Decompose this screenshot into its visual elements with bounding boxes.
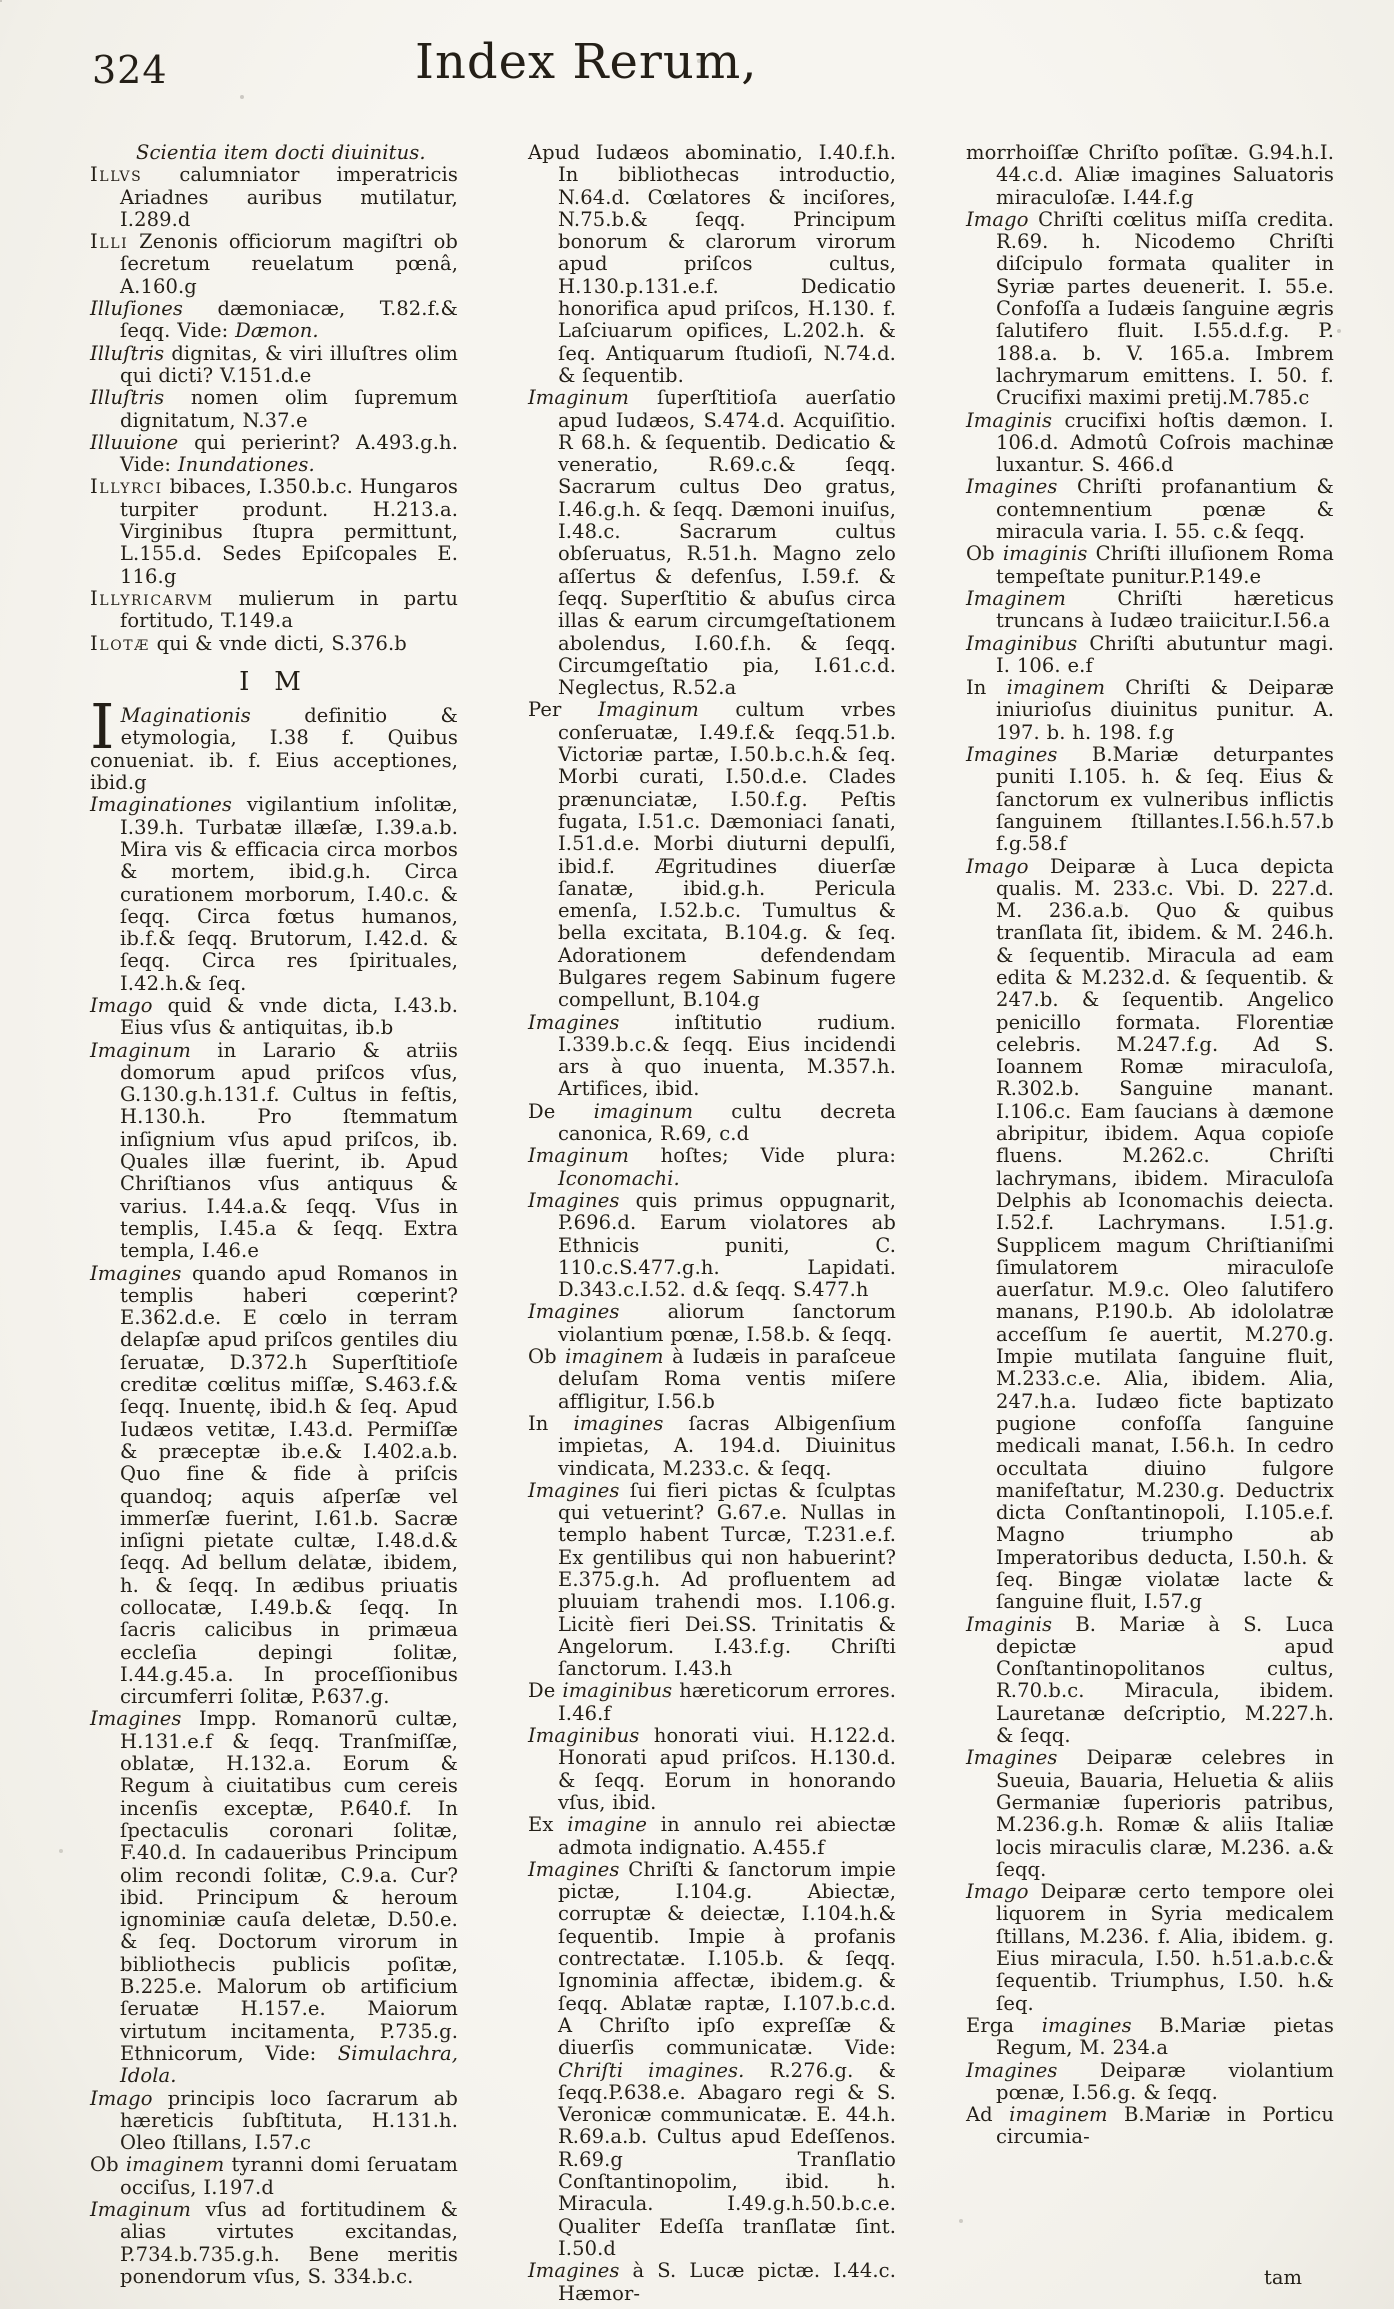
index-entry: Imaginum vſus ad fortitudinem & alias virtutes excitandas, P.734.b.735.g.h. Bene meritis ponendorum vſus, S. 334.b.c. xyxy=(90,2198,458,2288)
index-entry: Imago Deiparæ à Luca depicta qualis. M. 233.c. Vbi. D. 227.d. M. 236.a.b. Quo & quibus tranſlata ſit, ibidem. & M. 246.h. & ſequentib. Miracula ad eam edita & M.232.d. & ſequentib. & 247.b. & ſequentib. Angelico penicillo formata. Florentiæ celebris. M.247.f.g. Ad S. Ioannem Romæ miraculoſa, R.302.b. Sanguine manant. I.106.c. Eam ſaucians à dæmone abripitur, ibidem. Aqua copioſe fluens. M.262.c. Chriſti lachrymans, ibidem. Miraculoſa Delphis ab Iconomachis deiecta. I.52.f. Lachrymans. I.51.g. Supplicem magum Chriſtianiſmi ſimulatorem miraculoſe auerſatur. M.9.c. Oleo ſalutifero manans, P.190.b. Ab idololatræ acceſſum ſe auertit, M.270.g. Impie mutilata ſanguine fluit, M.233.c.e. Alia, ibidem. Alia, 247.h.a. Iudæo ficte baptizato pugione confoſſa ſanguine medicali manat, I.56.h. In cedro occultata diuino fulgore manifeſtatur, M.230.g. Deductrix dicta Conſtantinopoli, I.105.e.f. Magno triumpho ab Imperatoribus deducta, I.50.h. & ſeq. Bingæ violatæ lacte & ſanguine fluit, I.57.g xyxy=(966,854,1334,1614)
index-entry: Erga imagines B.Mariæ pietas Regum, M. 234.a xyxy=(966,2013,1334,2060)
index-entry: I Maginationis definitio & etymologia, I.38 f. Quibus conueniat. ib. f. Eius acceptiones, ibid.g xyxy=(90,690,458,795)
index-entry: Imaginibus honorati viui. H.122.d. Honorati apud priſcos. H.130.d. & ſeqq. Eorum in honorando vſus, ibid. xyxy=(528,1724,896,1814)
page-number: 324 xyxy=(92,48,168,92)
running-head: Index Rerum, xyxy=(415,34,758,90)
section-heading: I M xyxy=(239,666,309,697)
index-entry: Apud Iudæos abominatio, I.40.f.h. In bibliothecas introductio, N.64.d. Cœlatores & inciſores, N.75.b.& ſeqq. Principum bonorum & clarorum virorum apud priſcos cultus, H.130.p.131.e.f. Dedicatio honorifica apud priſcos, H.130. f. Laſciuarum opifices, L.202.h. & ſeq. Antiquarum ſtudioſi, N.74.d. & ſequentib. xyxy=(528,141,896,387)
index-entry: Imago Chriſti cœlitus miſſa credita. R.69. h. Nicodemo Chriſti diſcipulo formata qualiter in Syriæ partes deuenerit. I. 55.e. Confoſſa a Iudæis ſanguine ægris ſalutifero fluit. I.55.d.f.g. P. 188.a. b. V. 165.a. Imbrem lachrymarum emittens. I. 50. f. Crucifixi maximi pretij.M.785.c xyxy=(966,207,1334,410)
index-entry: Imago quid & vnde dicta, I.43.b. Eius vſus & antiquitas, ib.b xyxy=(90,993,458,1040)
index-entry: Imaginationes vigilantium inſolitæ, I.39.h. Turbatæ illæſæ, I.39.a.b. Mira vis & efficacia circa morbos & mortem, ibid.g.h. Circa curationem morborum, I.40.c. & ſeqq. Circa fœtus humanos, ib.f.& ſeqq. Brutorum, I.42.d. & ſeqq. Circa res ſpirituales, I.42.h.& ſeq. xyxy=(90,793,458,995)
index-entry: Imagines inſtitutio rudium. I.339.b.c.& ſeqq. Eius incidendi ars à quo inuenta, M.357.h. Artifices, ibid. xyxy=(528,1010,896,1101)
cross-reference-heading: Scientia item docti diuinitus. xyxy=(136,141,426,164)
index-entry: Illuuione qui perierint? A.493.g.h. Vide: Inundationes. xyxy=(90,430,458,477)
index-entry: Imaginis crucifixi hoſtis dæmon. I. 106.d. Admotû Coſrois machinæ luxantur. S. 466.d xyxy=(966,408,1334,477)
index-entry: Imaginibus Chriſti abutuntur magi. I. 106. e.f xyxy=(966,631,1334,677)
index-entry: morrhoiſſæ Chriſto poſitæ. G.94.h.I. 44.c.d. Aliæ imagines Saluatoris miraculoſæ. I.44.f.g xyxy=(966,141,1334,209)
scan-noise xyxy=(0,0,2,2)
drop-cap: I xyxy=(90,690,115,764)
index-entry: In imaginem Chriſti & Deiparæ iniurioſus diuinitus punitur. A. 197. b. h. 198. f.g xyxy=(966,676,1334,744)
index-column-middle xyxy=(528,142,896,2305)
index-entry: Imaginum ſuperſtitioſa auerſatio apud Iudæos, S.474.d. Acquiſitio. R 68.h. & ſequentib. Dedicatio & veneratio, R.69.c.& ſeqq. Sacrarum cultus Deo gratus, I.46.g.h. & ſeqq. Dæmoni inuiſus, I.48.c. Sacrarum cultus obſeruatus, R.51.h. Magno zelo aſſertus & defenſus, I.59.f. & ſeqq. Superſtitio & abuſus circa illas & earum circumgeſtationem abolendus, I.60.f.h. & ſeqq. Circumgeſtatio pia, I.61.c.d. Neglectus, R.52.a xyxy=(528,386,896,700)
index-entry: Imagines à S. Lucæ pictæ. I.44.c. Hæmor- xyxy=(528,2259,896,2305)
index-entry: Imagines ſui fieri pictas & ſculptas qui vetuerint? G.67.e. Nullas in templo habent Turcæ, T.231.e.f. Ex gentilibus qui non habuerint? E.375.g.h. Ad profluentem ad pluuiam trahendi mos. I.106.g. Licitè fieri Dei.SS. Trinitatis & Angelorum. I.43.f.g. Chriſti ſanctorum. I.43.h xyxy=(528,1478,896,1681)
index-entry: Ex imagine in annulo rei abiectæ admota indignatio. A.455.f xyxy=(528,1813,896,1859)
index-entry: Imaginem Chriſti hæreticus truncans à Iudæo traiicitur.I.56.a xyxy=(966,586,1334,633)
index-entry: Ilotæ qui & vnde dicti, S.376.b xyxy=(90,631,407,655)
index-entry: Illyrci bibaces, I.350.b.c. Hungaros turpiter produnt. H.213.a. Virginibus ſtupra permittunt, L.155.d. Sedes Epiſcopales E. 116.g xyxy=(90,475,458,588)
index-entry: Illuſtris dignitas, & viri illuſtres olim qui dicti? V.151.d.e xyxy=(90,341,458,387)
index-entry: Imaginum in Larario & atriis domorum apud priſcos vſus, G.130.g.h.131.f. Cultus in feſtis, H.130.h. Pro ſtemmatum inſignium vſus apud priſcos, ib. Quales illæ fuerint, ib. Apud Chriſtianos vſus antiquus & varius. I.44.a.& ſeqq. Vſus in templis, I.45.a & ſeqq. Extra templa, I.46.e xyxy=(90,1038,458,1263)
index-entry: In imagines ſacras Albigenſium impietas, A. 194.d. Diuinitus vindicata, M.233.c. & ſeqq. xyxy=(528,1411,896,1480)
index-entry: Ad imaginem B.Mariæ in Porticu circumia- xyxy=(966,2103,1334,2149)
index-entry: Imagines Impp. Romanorū cultæ, H.131.e.f & ſeqq. Tranſmiſſæ, oblatæ, H.132.a. Eorum & Regum à ciuitatibus cum cereis incenſis exceptæ, P.640.f. In ſpectaculis coronari ſolitæ, F.40.d. In cadaueribus Principum olim recondi ſolitæ, C.9.a. Cur? ibid. Principum & heroum ignominiæ cauſa deletæ, D.50.e. & ſeq. Doctorum virorum in bibliothecis publicis poſitæ, B.225.e. Malorum ob artificium ſeruatæ H.157.e. Maiorum virtutum incitamenta, P.735.g. Ethnicorum, Vide: Simulachra, Idola. xyxy=(90,1707,458,2088)
index-entry: Imagines Deiparæ celebres in Sueuia, Bauaria, Heluetia & aliis Germaniæ ſuperioris patribus, M.236.g.h. Romæ & aliis Italiæ locis miraculis claræ, M.236. a.& ſeqq. xyxy=(966,1746,1334,1881)
index-entry: Imagines quando apud Romanos in templis haberi cœperint? E.362.d.e. E cœlo in terram delapſæ apud priſcos gentiles diu ſeruatæ, D.372.h Superſtitioſe creditæ cœlitus miſſæ, S.463.f.& ſeqq. Inuentę, ibid.h & ſeq. Apud Iudæos vetitæ, I.43.d. Permiſſæ & præceptæ ib.e.& I.402.a.b. Quo fine & fide à priſcis quandoq; aquis aſperſæ vel immerſæ fuerint, I.61.b. Sacræ inſigni pietate cultæ, I.48.d.& ſeqq. Ad bellum delatæ, ibidem, h. & ſeqq. In ædibus priuatis collocatæ, I.49.b.& ſeqq. In ſacris calicibus in primæua eccleſia depingi ſolitæ, I.44.g.45.a. In proceſſionibus circumferri ſolitæ, P.637.g. xyxy=(90,1261,458,1709)
index-entry: Imago Deiparæ certo tempore olei liquorem in Syria medicalem ſtillans, M.236. f. Alia, ibidem. g. Eius miracula, I.50. h.51.a.b.c.& ſequentib. Triumphus, I.50. h.& ſeq. xyxy=(966,1880,1334,2015)
index-entry: Illi Zenonis officiorum magiſtri ob ſecretum reuelatum pœnâ, A.160.g xyxy=(90,230,458,298)
index-entry: Illuſiones dæmoniacæ, T.82.f.& ſeqq. Vide: Dæmon. xyxy=(90,297,458,343)
index-entry: Ob imaginem tyranni domi ſeruatam occiſus, I.197.d xyxy=(90,2153,458,2199)
index-column-right xyxy=(966,142,1334,2305)
index-entry: Imagines Chriſti & ſanctorum impie pictæ, I.104.g. Abiectæ, corruptæ & deiectæ, I.104.h.& ſequentib. Impie à profanis contrectatæ. I.105.b. & ſeqq. Ignominia affectæ, ibidem.g. & ſeqq. Ablatæ raptæ, I.107.b.c.d. A Chriſto ipſo expreſſæ & diuerſis communicatæ. Vide: Chriſti imagines. R.276.g. & ſeqq.P.638.e. Abagaro regi & S. Veronicæ communicatæ. E. 44.h. R.69.a.b. Cultus apud Edeſſenos. R.69.g Tranſlatio Conſtantinopolim, ibid. h. Miracula. I.49.g.h.50.b.c.e. Qualiter Edeſſa tranſlatæ ſint. I.50.d xyxy=(528,1857,896,2260)
index-entry: Imaginis B. Mariæ à S. Luca depictæ apud Conſtantinopolitanos cultus, R.70.b.c. Miracula, ibidem. Lauretanæ deſcriptio, M.227.h. & ſeqq. xyxy=(966,1612,1334,1748)
index-entry: Illuſtris nomen olim ſupremum dignitatum, N.37.e xyxy=(90,386,458,432)
index-entry: Imagines B.Mariæ deturpantes puniti I.105. h. & ſeq. Eius & ſanctorum ex vulneribus inflictis ſanguinem ſtillantes.I.56.h.57.b f.g.58.f xyxy=(966,743,1334,856)
index-entry: De imaginibus hæreticorum errores. I.46.f xyxy=(528,1679,896,1725)
index-entry: Per Imaginum cultum vrbes conſeruatæ, I.49.f.& ſeqq.51.b. Victoriæ partæ, I.50.b.c.h.& ſeq. Morbi curati, I.50.d.e. Clades prænunciatæ, I.50.f.g. Peſtis fugata, I.51.c. Dæmoniaci ſanati, I.51.d.e. Morbi diuturni depulſi, ibid.f. Ægritudines diuerſæ ſanatæ, ibid.g.h. Pericula emenſa, I.52.b.c. Tumultus & bella excitata, B.104.g. & ſeq. Adorationem defendendam Bulgares regem Sabinum fugere compellunt, B.104.g xyxy=(528,698,896,1012)
index-entry: De imaginum cultu decreta canonica, R.69, c.d xyxy=(528,1099,896,1146)
index-entry: Ob imaginem à Iudæis in paraſceue deluſam Roma ventis miſere affligitur, I.56.b xyxy=(528,1345,896,1413)
index-entry: Imagines aliorum ſanctorum violantium pœnæ, I.58.b. & ſeqq. xyxy=(528,1300,896,1346)
index-columns xyxy=(90,142,1350,2305)
index-entry: Imagines Chriſti profanantium & contemnentium pœnæ & miracula varia. I. 55. c.& ſeqq. xyxy=(966,475,1334,544)
index-entry: Ob imaginis Chriſti illuſionem Roma tempeſtate punitur.P.149.e xyxy=(966,542,1334,588)
index-entry: Imagines Deiparæ violantium pœnæ, I.56.g. & ſeqq. xyxy=(966,2058,1334,2104)
index-entry: Imaginum hoſtes; Vide plura: Iconomachi. xyxy=(528,1144,896,1190)
index-entry: Imagines quis primus oppugnarit, P.696.d. Earum violatores ab Ethnicis puniti, C. 110.c.S.477.g.h. Lapidati. D.343.c.I.52. d.& ſeqq. S.477.h xyxy=(528,1188,896,1302)
index-entry: Imago principis loco ſacrarum ab hæreticis ſubſtituta, H.131.h. Oleo ſtillans, I.57.c xyxy=(90,2086,458,2155)
index-entry: Illyricarvm mulierum in partu fortitudo, T.149.a xyxy=(90,586,458,633)
index-column-left xyxy=(90,142,458,2305)
catchword: tam xyxy=(1264,2266,1302,2289)
index-entry: Illvs calumniator imperatricis Ariadnes auribus mutilatur, I.289.d xyxy=(90,163,458,231)
